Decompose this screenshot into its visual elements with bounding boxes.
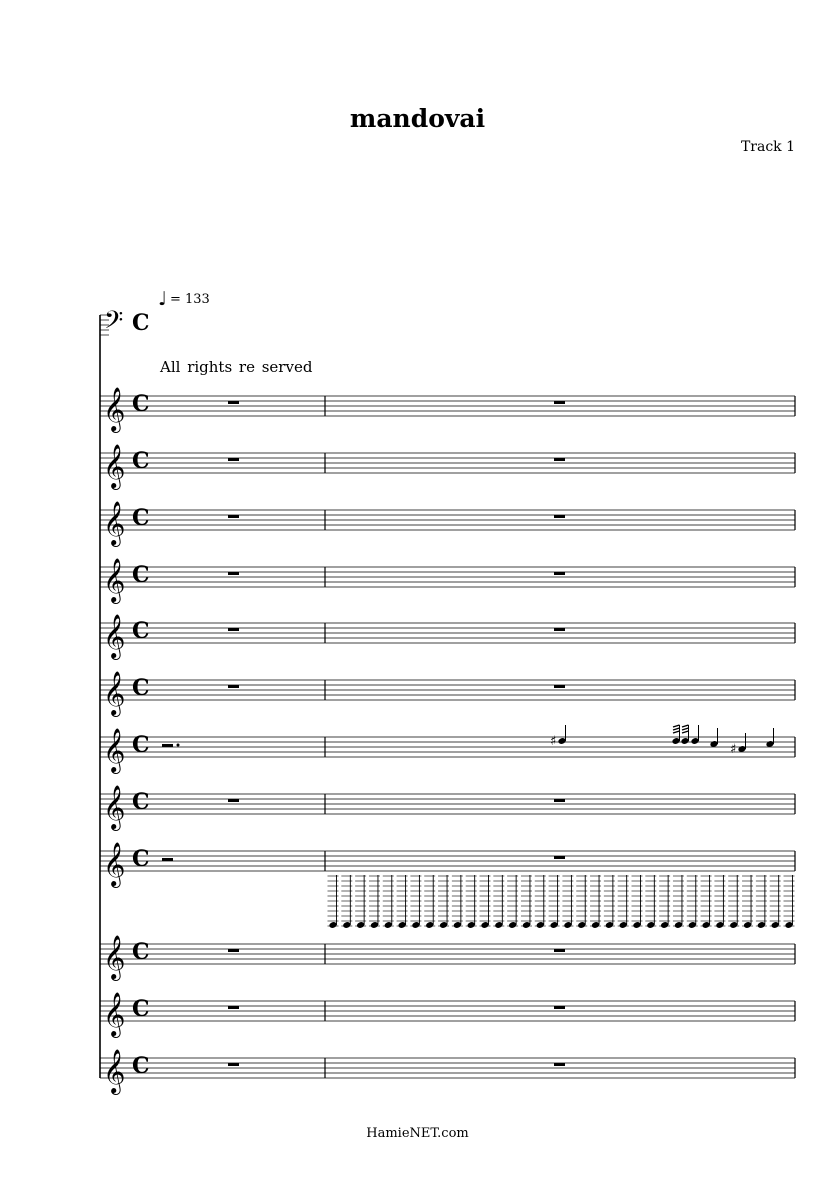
track-label: Track 1 <box>740 139 795 155</box>
whole-rest-icon <box>554 628 565 631</box>
note-flag <box>682 725 689 727</box>
time-signature: C <box>132 618 150 644</box>
time-signature: C <box>132 675 150 701</box>
treble-clef-icon: 𝄞 <box>103 671 126 715</box>
whole-rest-icon <box>554 572 565 575</box>
note-flag <box>673 731 680 733</box>
note-flag <box>682 728 689 730</box>
whole-rest-icon <box>554 1006 565 1009</box>
whole-rest-icon <box>554 515 565 518</box>
bass-clef-icon: 𝄢 <box>104 306 124 341</box>
time-signature: C <box>132 846 150 872</box>
whole-rest-icon <box>228 458 239 461</box>
sharp-icon: ♯ <box>730 742 737 757</box>
quarter-note-icon: ♩ <box>158 288 167 310</box>
treble-clef-icon: 𝄞 <box>103 614 126 658</box>
whole-rest-icon <box>554 856 565 859</box>
treble-clef-icon: 𝄞 <box>103 992 126 1036</box>
whole-rest-icon <box>554 401 565 404</box>
whole-rest-icon <box>228 572 239 575</box>
whole-rest-icon <box>554 458 565 461</box>
treble-clef-icon: 𝄞 <box>103 1049 126 1093</box>
whole-rest-icon <box>228 515 239 518</box>
treble-clef-icon: 𝄞 <box>103 444 126 488</box>
whole-rest-icon <box>228 949 239 952</box>
note-flag <box>673 725 680 727</box>
whole-rest-icon <box>554 799 565 802</box>
whole-rest-icon <box>228 685 239 688</box>
treble-clef-icon: 𝄞 <box>103 501 126 545</box>
time-signature: C <box>132 505 150 531</box>
sharp-icon: ♯ <box>550 734 557 749</box>
time-signature: C <box>132 310 150 336</box>
whole-rest-icon <box>228 799 239 802</box>
time-signature: C <box>132 391 150 417</box>
whole-rest-icon <box>228 1006 239 1009</box>
lyrics-text: All rights re served <box>160 358 313 376</box>
footer-site: HamieNET.com <box>366 1126 469 1141</box>
note-flag <box>673 728 680 730</box>
treble-clef-icon: 𝄞 <box>103 935 126 979</box>
page-title: mandovai <box>349 104 486 133</box>
half-rest-icon <box>162 744 173 747</box>
whole-rest-icon <box>554 1063 565 1066</box>
treble-clef-icon: 𝄞 <box>103 842 126 886</box>
time-signature: C <box>132 448 150 474</box>
treble-clef-icon: 𝄞 <box>103 785 126 829</box>
treble-clef-icon: 𝄞 <box>103 558 126 602</box>
rest-dot <box>177 744 180 747</box>
tempo-value: = 133 <box>169 291 210 307</box>
time-signature: C <box>132 789 150 815</box>
time-signature: C <box>132 1053 150 1079</box>
half-rest-icon <box>162 858 173 861</box>
whole-rest-icon <box>554 685 565 688</box>
time-signature: C <box>132 562 150 588</box>
treble-clef-icon: 𝄞 <box>103 387 126 431</box>
whole-rest-icon <box>228 401 239 404</box>
treble-clef-icon: 𝄞 <box>103 728 126 772</box>
time-signature: C <box>132 996 150 1022</box>
time-signature: C <box>132 939 150 965</box>
whole-rest-icon <box>228 1063 239 1066</box>
whole-rest-icon <box>554 949 565 952</box>
whole-rest-icon <box>228 628 239 631</box>
note-flag <box>682 731 689 733</box>
time-signature: C <box>132 732 150 758</box>
